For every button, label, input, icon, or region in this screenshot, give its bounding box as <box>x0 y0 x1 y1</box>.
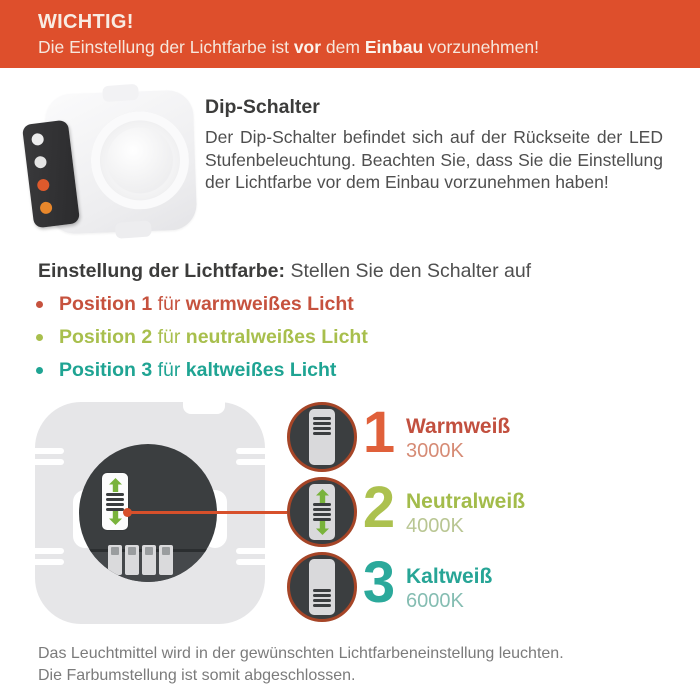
bullet-icon <box>36 301 43 308</box>
mode-name: Warmweiß <box>406 415 511 438</box>
banner-subtitle-part: dem <box>321 37 365 57</box>
mode-name: Neutralweiß <box>406 490 526 513</box>
light-color-options-list <box>36 288 368 387</box>
switch-position-1-icon <box>287 402 357 472</box>
settings-heading-rest: Stellen Sie den Schalter auf <box>285 260 532 282</box>
arrow-up-icon <box>316 489 329 503</box>
terminal-cell <box>125 545 139 575</box>
terminal-cell <box>159 545 173 575</box>
plate-slot <box>236 559 266 565</box>
footer-line: Die Farbumstellung ist somit abgeschlossen. <box>38 667 356 684</box>
option-position: Position 1 <box>59 293 153 315</box>
dip-switch-middle <box>309 484 335 540</box>
mode-number: 2 <box>362 475 396 540</box>
banner-subtitle-part: vorzunehmen! <box>423 37 539 57</box>
mode-kelvin: 4000K <box>406 515 464 537</box>
arrow-up-icon <box>109 478 122 492</box>
product-photo <box>25 88 203 238</box>
option-position: Position 2 <box>59 326 153 348</box>
important-banner <box>0 0 700 68</box>
plate-slot <box>34 448 64 454</box>
led-ring-image <box>89 110 190 211</box>
plate-slot <box>34 559 64 565</box>
mode-number: 3 <box>362 550 396 615</box>
mode-kelvin: 6000K <box>406 590 464 612</box>
faceplate-tab <box>102 84 139 102</box>
plate-slot <box>236 548 266 554</box>
switch-position-2-icon <box>287 477 357 547</box>
terminal-clip <box>37 178 50 191</box>
footer-line: Das Leuchtmittel wird in der gewünschten Lichtfarbeneinstellung leuchten. <box>38 645 564 662</box>
terminal-block <box>108 545 173 575</box>
plate-notch <box>183 401 225 414</box>
dip-switch-ridges <box>106 493 124 511</box>
banner-subtitle-part: Die Einstellung der Lichtfarbe ist <box>38 37 294 57</box>
led-diffuser-image <box>106 126 174 194</box>
option-connector: für <box>152 293 186 315</box>
banner-subtitle-bold: Einbau <box>364 37 424 57</box>
terminal-cell <box>108 545 122 575</box>
banner-subtitle-bold: vor <box>293 37 322 57</box>
intro-body: Der Dip-Schalter befindet sich auf der Rückseite der LED Stufenbeleuchtung. Beachten Sie, dass Sie die Einstellung der Lichtfarbe vor dem Einbau vorzunehmen haben! <box>205 127 663 192</box>
list-item <box>36 321 368 354</box>
dip-switch <box>102 473 128 530</box>
switch-position-3-icon <box>287 552 357 622</box>
plate-slot <box>34 459 64 465</box>
banner-subtitle <box>38 37 700 58</box>
option-connector: für <box>152 359 186 381</box>
plate-slot <box>236 448 266 454</box>
terminal-clip <box>34 156 47 169</box>
bullet-icon <box>36 367 43 374</box>
arrow-down-icon <box>109 511 122 525</box>
intro-heading: Dip-Schalter <box>205 96 320 118</box>
banner-title: WICHTIG! <box>38 11 134 33</box>
intro-section <box>205 96 663 194</box>
settings-heading <box>38 260 531 283</box>
dip-switch-up <box>309 409 335 465</box>
terminal-clip <box>31 133 44 146</box>
plate-slot <box>236 459 266 465</box>
option-light: warmweißes Licht <box>185 293 354 315</box>
arrow-down-icon <box>316 521 329 535</box>
dip-switch-down <box>309 559 335 615</box>
footer-note <box>38 643 564 687</box>
option-light: neutralweißes Licht <box>185 326 368 348</box>
mode-number: 1 <box>362 400 396 465</box>
terminal-cell <box>142 545 156 575</box>
callout-line <box>131 511 287 514</box>
mode-name: Kaltweiß <box>406 565 493 588</box>
option-connector: für <box>152 326 186 348</box>
dip-switch-diagram <box>0 395 700 658</box>
faceplate-tab <box>115 220 152 238</box>
mode-kelvin: 3000K <box>406 440 464 462</box>
terminal-clip <box>39 201 52 214</box>
option-position: Position 3 <box>59 359 153 381</box>
plate-slot <box>34 548 64 554</box>
list-item <box>36 288 368 321</box>
list-item <box>36 354 368 387</box>
bullet-icon <box>36 334 43 341</box>
settings-heading-bold: Einstellung der Lichtfarbe: <box>38 260 286 282</box>
option-light: kaltweißes Licht <box>185 359 337 381</box>
